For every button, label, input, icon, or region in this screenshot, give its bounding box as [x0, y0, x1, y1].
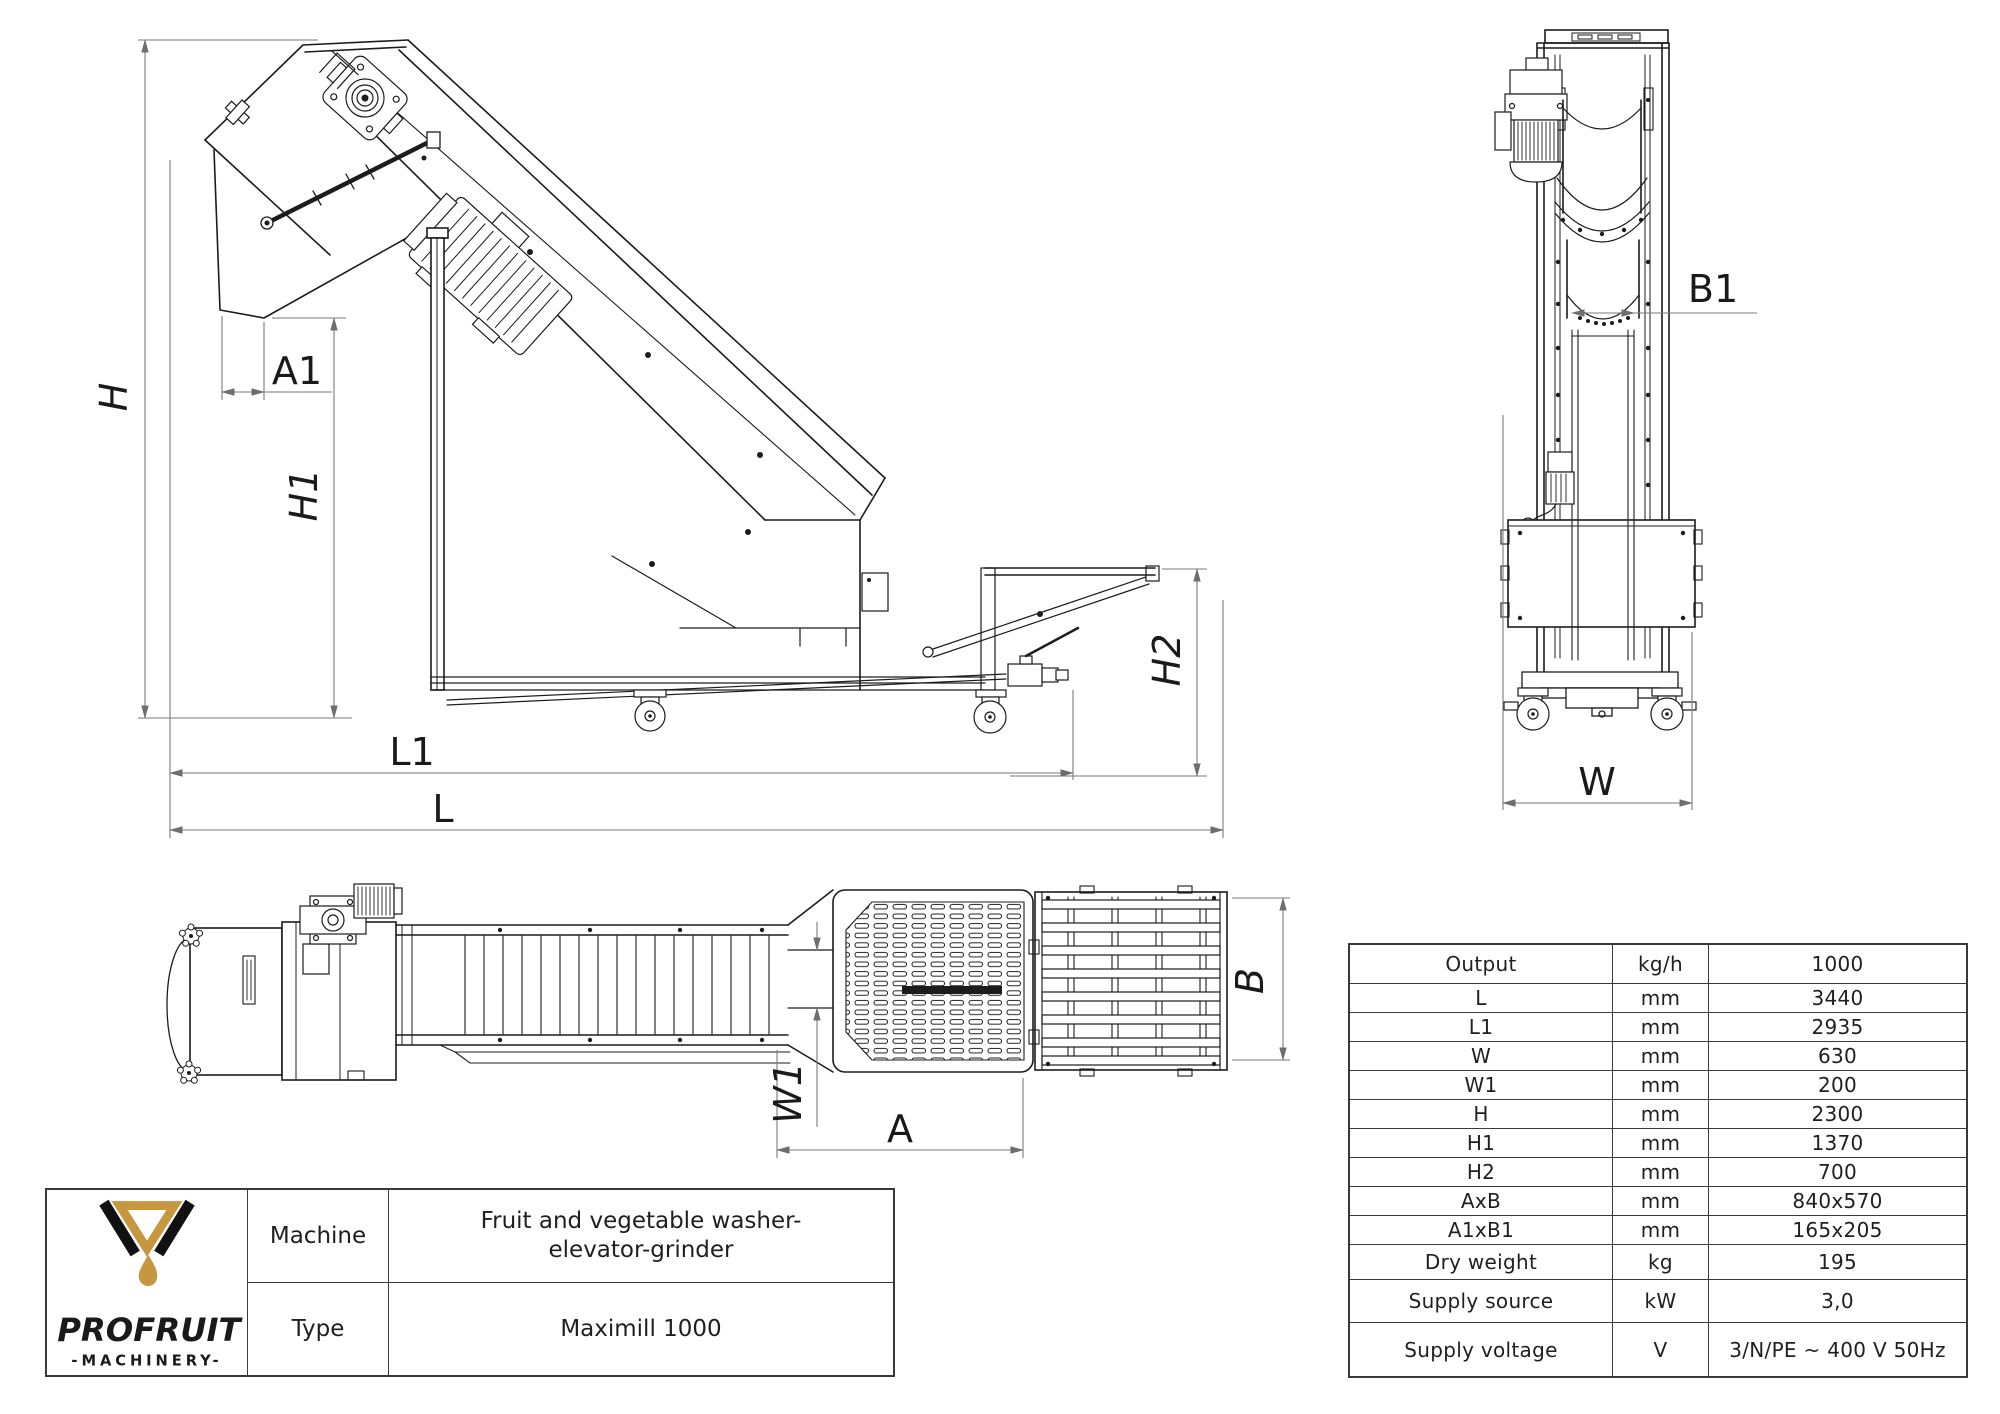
spec-value: 3440	[1708, 984, 1966, 1012]
table-row	[1350, 1322, 1966, 1376]
logo-mark	[104, 1203, 190, 1286]
side-view-dimensions	[138, 40, 1223, 838]
spec-value: 2935	[1708, 1013, 1966, 1041]
spec-param: W1	[1464, 1073, 1498, 1097]
top-view	[167, 884, 1227, 1083]
spec-unit: mm	[1612, 1216, 1708, 1244]
type-label: Type	[291, 1316, 345, 1342]
table-row	[1350, 1157, 1966, 1186]
title-block	[45, 1188, 895, 1377]
support-post	[427, 228, 448, 690]
table-row	[1350, 1186, 1966, 1215]
spec-param: H2	[1466, 1160, 1496, 1184]
spec-unit: mm	[1612, 1187, 1708, 1215]
spec-value: 1370	[1708, 1129, 1966, 1157]
spec-param: L	[1475, 986, 1487, 1010]
spec-value: 2300	[1708, 1100, 1966, 1128]
spec-unit: V	[1612, 1323, 1708, 1376]
spec-value: 200	[1708, 1071, 1966, 1099]
spec-param: H1	[1466, 1131, 1496, 1155]
table-row	[1350, 983, 1966, 1012]
conveyor-belt	[396, 925, 790, 1063]
machine-value: Fruit and vegetable washer-elevator-grinder	[388, 1190, 893, 1282]
breather-fitting	[221, 95, 255, 129]
spec-table	[1348, 943, 1968, 1378]
spec-param: W	[1470, 1044, 1492, 1068]
dim-label-h2: H2	[1145, 633, 1189, 687]
table-row	[1350, 1215, 1966, 1244]
table-row	[1350, 1128, 1966, 1157]
brand-logo	[47, 1190, 247, 1375]
brand-text-machinery: -MACHINERY-	[71, 1352, 223, 1370]
spec-param: H	[1473, 1102, 1489, 1126]
tank-box	[1501, 520, 1702, 627]
spec-value: 195	[1708, 1245, 1966, 1279]
dim-label-b1: B1	[1687, 267, 1739, 311]
spec-param: Dry weight	[1424, 1250, 1538, 1274]
dim-label-a: A	[887, 1107, 913, 1151]
dim-label-h1: H1	[282, 468, 326, 522]
spec-unit: mm	[1612, 984, 1708, 1012]
grinder-motor	[393, 176, 584, 362]
type-value: Maximill 1000	[388, 1283, 893, 1375]
table-row	[1350, 1244, 1966, 1279]
table-support-strut	[923, 577, 1149, 657]
profruit-logo	[49, 1190, 245, 1375]
spec-unit: mm	[1612, 1071, 1708, 1099]
spec-param: AxB	[1460, 1189, 1502, 1213]
spec-unit: mm	[1612, 1013, 1708, 1041]
front-view	[1495, 30, 1702, 730]
dim-label-l1: L1	[389, 730, 435, 774]
grinder-grille	[833, 890, 1033, 1072]
spec-value: 700	[1708, 1158, 1966, 1186]
table-row	[1350, 1012, 1966, 1041]
table-row	[1350, 1070, 1966, 1099]
caster-wheel	[634, 690, 666, 731]
feeder-shaft	[261, 132, 440, 229]
spec-value: 840x570	[1708, 1187, 1966, 1215]
machine-label: Machine	[269, 1223, 367, 1249]
table-row	[1350, 945, 1966, 983]
spec-value: 1000	[1708, 945, 1966, 983]
dim-label-w: W	[1578, 760, 1616, 804]
spec-unit: mm	[1612, 1042, 1708, 1070]
spec-param: A1xB1	[1447, 1218, 1515, 1242]
base-frame	[431, 674, 1006, 705]
spec-param: Supply voltage	[1404, 1337, 1558, 1362]
caster-wheel	[1651, 688, 1696, 730]
dim-label-w1: W1	[766, 1062, 810, 1124]
spec-value: 165x205	[1708, 1216, 1966, 1244]
caster-wheel	[974, 690, 1006, 733]
title-block-type-row	[248, 1282, 893, 1375]
head-drive-plate	[221, 48, 417, 149]
spec-unit: kW	[1612, 1280, 1708, 1322]
washer-housing	[282, 922, 396, 1080]
droplet-icon	[139, 1255, 157, 1286]
table-row	[1350, 1041, 1966, 1070]
brand-text-fruit: FRUIT	[133, 1310, 241, 1349]
dim-label-h: H	[92, 382, 136, 412]
spec-unit: mm	[1612, 1158, 1708, 1186]
spec-param: Output	[1445, 952, 1517, 976]
spec-value: 3,0	[1708, 1280, 1966, 1322]
spec-unit: kg	[1612, 1245, 1708, 1279]
dim-label-l: L	[432, 787, 454, 831]
washer-tank	[612, 520, 888, 690]
spec-unit: mm	[1612, 1100, 1708, 1128]
drive-motor	[1495, 58, 1567, 182]
drain-valve	[1008, 628, 1078, 686]
infeed-rack	[1029, 886, 1227, 1076]
table-row	[1350, 1099, 1966, 1128]
caster-wheel	[1504, 688, 1549, 730]
brand-text-pro: PRO	[57, 1310, 134, 1349]
side-view	[205, 40, 1159, 733]
spec-unit: mm	[1612, 1129, 1708, 1157]
infeed-end-cap	[167, 924, 282, 1083]
dim-label-b: B	[1228, 967, 1272, 995]
dim-label-a1: A1	[271, 349, 323, 393]
spec-param: L1	[1468, 1015, 1494, 1039]
spec-param: Supply source	[1408, 1289, 1554, 1313]
spec-value: 3/N/PE ~ 400 V 50Hz	[1708, 1323, 1966, 1376]
table-row	[1350, 1279, 1966, 1322]
title-block-machine-row	[248, 1190, 893, 1282]
spec-value: 630	[1708, 1042, 1966, 1070]
spec-unit: kg/h	[1612, 945, 1708, 983]
discharge-chute	[214, 150, 428, 318]
